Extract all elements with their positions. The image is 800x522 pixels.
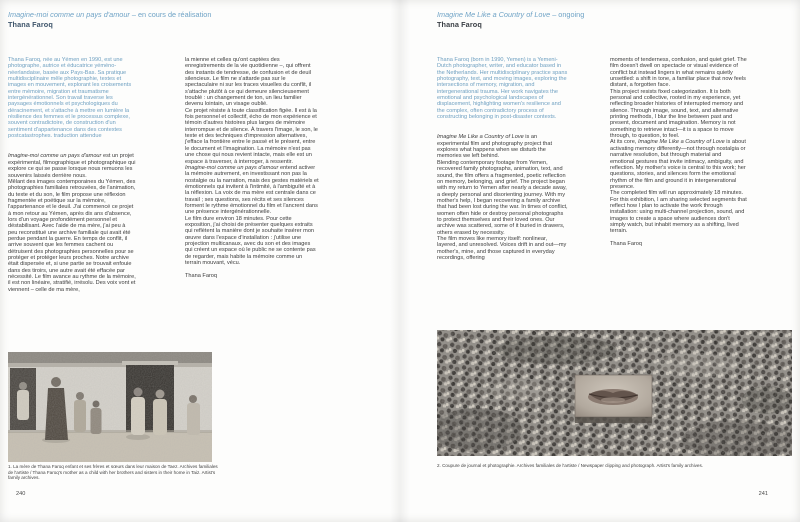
- body-paragraph: [610, 139, 747, 190]
- artist-bio-fr: Thana Faroq, née au Yémen en 1990, est une photographe, autrice et éducatrice yéméno-néerlandaise, basée aux Pays-Bas. Sa pratique multidisciplinaire mêle photographie, textes et images en mouvement, explorant les croisements entre mémoire, migration et traumatisme intergénérationnel. Son travail traverse les paysages émotionnels et psychologiques du déracinement, et s'attache à mettre en lumière la résilience des femmes et le processus complexe, souvent contradictoire, de construction d'un sentiment d'appartenance dans des contextes postcatastrophes. traduction attendue: [8, 57, 132, 140]
- inline-project-title: Imagine Me Like a Country of Love: [637, 139, 725, 146]
- project-title-en: [437, 10, 584, 20]
- body-paragraph: Blending contemporary footage from Yemen, recovered family photographs, animation, text, and sound, the film offers a fragmented, poetic reflection on memory, belonging, and grief. The project began with my return to Yemen after nearly a decade away, a deeply personal and disorienting journey. With my mother's help, I began recovering a family archive that had been lost during the war. In times of conflict, women often hide or destroy personal photographs to protect themselves and their loved ones. Our archive was scattered, some of it buried in drawers, others erased by necessity.: [437, 159, 568, 236]
- figure-caption-right: 2. Coupure de journal et photographie. Archives familiales de l'artiste / Newspaper clipping and photograph. Artist's family archives.: [437, 463, 704, 468]
- body-text: is about activating memory differently—not through nostalgia or narrative resolution, but through material and emotional gestures that invite intimacy, ambiguity, and reflection. My mother's voice is central to this work; her questions, stories, and silences form the emotional rhythm of the film and ground it in intergenerational presence.: [610, 139, 746, 190]
- body-paragraph: The film moves like memory itself: nonlinear, layered, and unresolved. Voices drift in and out—my mother's, mine, and those captured in everyday recordings, offering: [437, 235, 567, 261]
- project-title-fr-suffix: – en cours de réalisation: [129, 10, 212, 19]
- inline-project-title: Imagine-moi comme un pays d'amour: [8, 153, 102, 160]
- project-title-en-suffix: – ongoing: [550, 10, 585, 19]
- page-gutter-shadow: [390, 0, 410, 522]
- left-page-title-block: [8, 10, 211, 30]
- inline-project-title: Imagine Me Like a Country of Love: [437, 134, 524, 141]
- artist-bio-en: Thana Faroq (born in 1990, Yemen) is a Yemeni-Dutch photographer, writer, and educator based in the Netherlands. Her multidisciplinary practice spans photography, text, and moving images, exploring the intersections of memory, migration, and intergenerational trauma. Her work navigates the emotional and psychological landscapes of displacement, highlighting women's resilience and the complex, often contradictory process of constructing belonging in post-disaster contexts.: [437, 57, 568, 121]
- body-paragraph: Le film dure environ 18 minutes. Pour cette exposition, j'ai choisi de présenter quelques extraits qui reflètent la manière dont je souhaite insérer mon œuvre dans l'espace d'installation : j'utilise une projection multicanaux, avec du son et des images qui créent un espace où le public ne se contente pas de regarder, mais habite la mémoire comme un terrain mouvant, vécu.: [185, 215, 316, 266]
- newspaper-clipping-photo: [437, 330, 792, 456]
- body-paragraph: [185, 165, 319, 216]
- family-photo-illustration: [8, 352, 212, 462]
- figure-caption-left: 1. La mère de Thana Faroq enfant et ses frères et sœurs dans leur maison de Taez. Archives familiales de l'artiste / Thana Faroq's mother as a child with her brothers and sisters in their home in Taiz. Artist's family archives.: [8, 464, 218, 481]
- body-text: is an experimental film and photography project that explores what happens when we disturb the memories we left behind.: [437, 134, 553, 160]
- crowd-photo-illustration: [437, 330, 792, 456]
- artist-signature: Thana Faroq: [185, 272, 218, 279]
- artist-signature: Thana Faroq: [610, 241, 643, 248]
- body-text: est un projet expérimental, filmographique et photographique qui explore ce qui se passe lorsque nous remuons les souvenirs laissés derrière nous.: [8, 153, 136, 179]
- right-column-1: [437, 57, 568, 261]
- body-paragraph: Mêlant des images contemporaines du Yémen, des photographies familiales retrouvées, de l'animation, du texte et du son, le film propose une réflexion fragmentée et poétique sur la mémoire, l'appartenance et le deuil. J'ai commencé ce projet à mon retour au Yémen, après dix ans d'absence, lors d'un voyage profondément personnel et déstabilisant. Avec l'aide de ma mère, j'ai peu à peu reconstitué une archive familiale qui avait été perdue pendant la guerre. En temps de conflit, il arrive souvent que les femmes cachent ou détruisent des photographies personnelles pour se protéger et protéger leurs proches. Notre archive était dispersée et, si une partie se trouvait enfouie dans des tiroirs, une autre avait été effacée par nécessité. Le film avance au rythme de la mémoire, il est non linéaire, stratifié, irrésolu. Des voix vont et viennent – celle de ma mère,: [8, 178, 136, 293]
- body-paragraph: la mienne et celles qu'ont captées des enregistrements de la vie quotidienne –, qui offrent des instants de tendresse, de confusion et de deuil silencieux. Le film ne s'attarde pas sur le spectaculaire ni sur les traces visuelles du conflit, il s'attache plutôt à ce qui demeure silencieusement troublé : un changement de ton, un lieu familier devenu lointain, un visage oublié.: [185, 57, 312, 108]
- body-text: entend activer la mémoire autrement, en investissant non pas la nostalgie ou la narration, mais des gestes matériels et émotionnels qui invitent à l'intimité, à l'ambiguïté et à la réflexion. La voix de ma mère est centrale dans ce travail ; ses questions, ses récits et ses silences forment le rythme émotionnel du film et l'ancrent dans une présence intergénérationnelle.: [185, 164, 319, 216]
- inline-project-title: Imagine-moi comme un pays d'amour: [185, 164, 279, 171]
- body-paragraph: Ce projet résiste à toute classification figée. Il est à la fois personnel et collectif, écho de mon expérience et témoin d'autres histoires plus larges de mémoire interrompue et de silence. À travers l'image, le son, le texte et des techniques d'impression alternatives, j'efface la frontière entre le passé et le présent, entre le document et l'imagination. La mémoire n'est pas une chose qui nous revient intacte, mais elle est un espace à traverser, à interroger, à ressentir.: [185, 107, 318, 165]
- body-text: At its core,: [610, 139, 638, 146]
- right-column-2: [610, 57, 747, 247]
- author-name-left: Thana Faroq: [8, 20, 53, 29]
- left-column-1: [8, 57, 136, 293]
- body-paragraph: [8, 153, 136, 178]
- page-number-right: 241: [758, 491, 768, 497]
- project-title-fr-italic: Imagine-moi comme un pays d'amour: [8, 10, 130, 19]
- body-paragraph: [437, 134, 568, 159]
- body-paragraph: This project resists fixed categorization. It is both personal and collective, rooted in my experience, yet reflecting broader histories of interrupted memory and silence. Through image, sound, text, and alternative printing methods, I blur the line between past and present, document and imagination. Memory is not something to retrieve intact—it is a space to move through, to question, to feel.: [610, 88, 744, 140]
- body-paragraph: moments of tenderness, confusion, and quiet grief. The film doesn't dwell on spectacle or visual evidence of conflict but instead lingers in what remains quietly unsettled: a shift in tone, a familiar place that now feels distant, a forgotten face.: [610, 57, 747, 89]
- left-column-2: [185, 57, 319, 279]
- lips-inset-photo: [575, 375, 652, 423]
- family-archive-photo: [8, 352, 212, 462]
- project-title-en-italic: Imagine Me Like a Country of Love: [437, 10, 551, 19]
- author-name-right: Thana Faroq: [437, 20, 482, 29]
- page-number-left: 240: [16, 491, 26, 497]
- body-paragraph: The completed film will run approximately 18 minutes. For this exhibition, I am sharing selected segments that reflect how I plan to activate the work through installation: using multi-channel projection, sound, and images to create a space where audiences don't simply watch, but inhabit memory as a shifting, lived terrain.: [610, 190, 747, 235]
- right-page-title-block: [437, 10, 584, 30]
- project-title-fr: [8, 10, 211, 20]
